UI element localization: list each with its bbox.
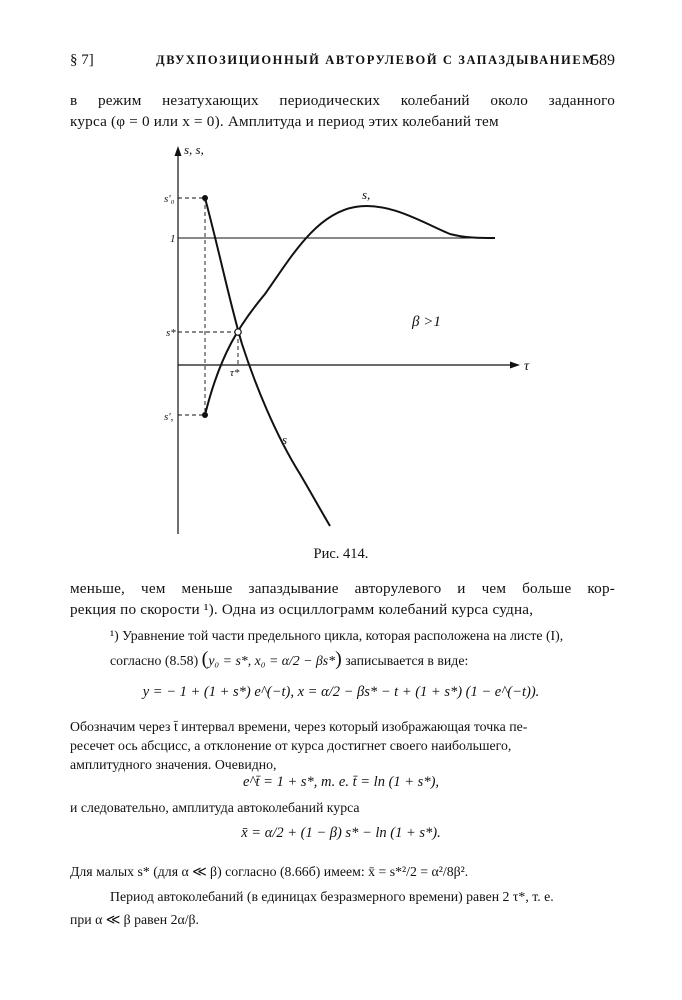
- footnote-line-2-end: записывается в виде:: [345, 653, 469, 668]
- footnote-para4-l2: при α ≪ β равен 2α/β.: [70, 912, 199, 927]
- footnote-para3: Для малых s* (для α ≪ β) согласно (8.66б) имеем: x̄ = s*²/2 = α²/8β².: [70, 864, 469, 879]
- start-point-s1: [202, 412, 208, 418]
- tick-s1-prime: s',: [164, 411, 174, 423]
- tick-one: 1: [170, 233, 176, 245]
- x-axis-arrow: [510, 362, 520, 369]
- formula-time: e^t̄ = 1 + s*, т. е. t̄ = ln (1 + s*),: [242, 774, 440, 790]
- x-axis-label: τ: [524, 359, 530, 374]
- footnote-para1-l3: амплитудного значения. Очевидно,: [70, 757, 277, 772]
- footnote-para1-l1: Обозначим через t̄ интервал времени, через который изображающая точка пе-: [70, 719, 528, 734]
- footnote-line-1: ¹) Уравнение той части предельного цикла, которая расположена на листе (I),: [110, 628, 564, 643]
- y-axis-arrow: [175, 146, 182, 156]
- intersection-point: [235, 329, 241, 335]
- formula-solution: y = − 1 + (1 + s*) e^(−t), x = α/2 − βs* − t + (1 + s*) (1 − e^(−t)).: [142, 684, 540, 700]
- curve-s: [205, 198, 330, 526]
- figure-caption: Рис. 414.: [313, 546, 369, 562]
- running-header: [70, 52, 615, 74]
- footnote-ref: согласно (8.58): [110, 653, 199, 668]
- intro-line-2: курса (φ = 0 или x = 0). Амплитуда и период этих колебаний тем: [70, 113, 499, 130]
- curve-s1-label: s,: [362, 187, 371, 202]
- start-point-s: [202, 195, 208, 201]
- footnote-line-2: согласно (8.58) (y₀ = s*, x₀ = α/2 − βs*) записывается в виде:: [110, 648, 469, 670]
- after-fig-line-2: рекция по скорости ¹). Одна из осциллограмм колебаний курса судна,: [70, 601, 534, 618]
- intro-line-1: в режим незатухающих периодических колебаний около заданного: [70, 92, 615, 109]
- formula-amplitude: x̄ = α/2 + (1 − β) s* − ln (1 + s*).: [241, 825, 441, 841]
- chapter-title: ДВУХПОЗИЦИОННЫЙ АВТОРУЛЕВОЙ С ЗАПАЗДЫВАНИЕМ: [156, 53, 596, 67]
- beta-label: β >1: [412, 314, 441, 330]
- footnote-para2: и следовательно, амплитуда автоколебаний курса: [70, 800, 360, 815]
- page-number: 589: [591, 52, 615, 69]
- section-number: § 7]: [70, 52, 94, 68]
- y-axis-label: s, s,: [184, 142, 204, 157]
- figure-414: [150, 134, 540, 534]
- footnote-para4-l1: Период автоколебаний (в единицах безразмерного времени) равен 2 τ*, т. е.: [110, 889, 554, 904]
- footnote-para1-l2: ресечет ось абсцисс, а отклонение от курса достигнет своего наибольшего,: [70, 738, 512, 753]
- initial-conditions: y₀ = s*, x₀ = α/2 − βs*: [208, 653, 336, 668]
- curve-s1: [205, 206, 495, 415]
- tick-s0-prime: s'₀: [164, 193, 175, 205]
- curve-s-label: s: [282, 432, 288, 447]
- tick-s-star: s*: [166, 327, 176, 339]
- tau-star-label: τ*: [230, 367, 240, 379]
- after-fig-line-1: меньше, чем меньше запаздывание авторулевого и чем больше кор-: [70, 580, 615, 597]
